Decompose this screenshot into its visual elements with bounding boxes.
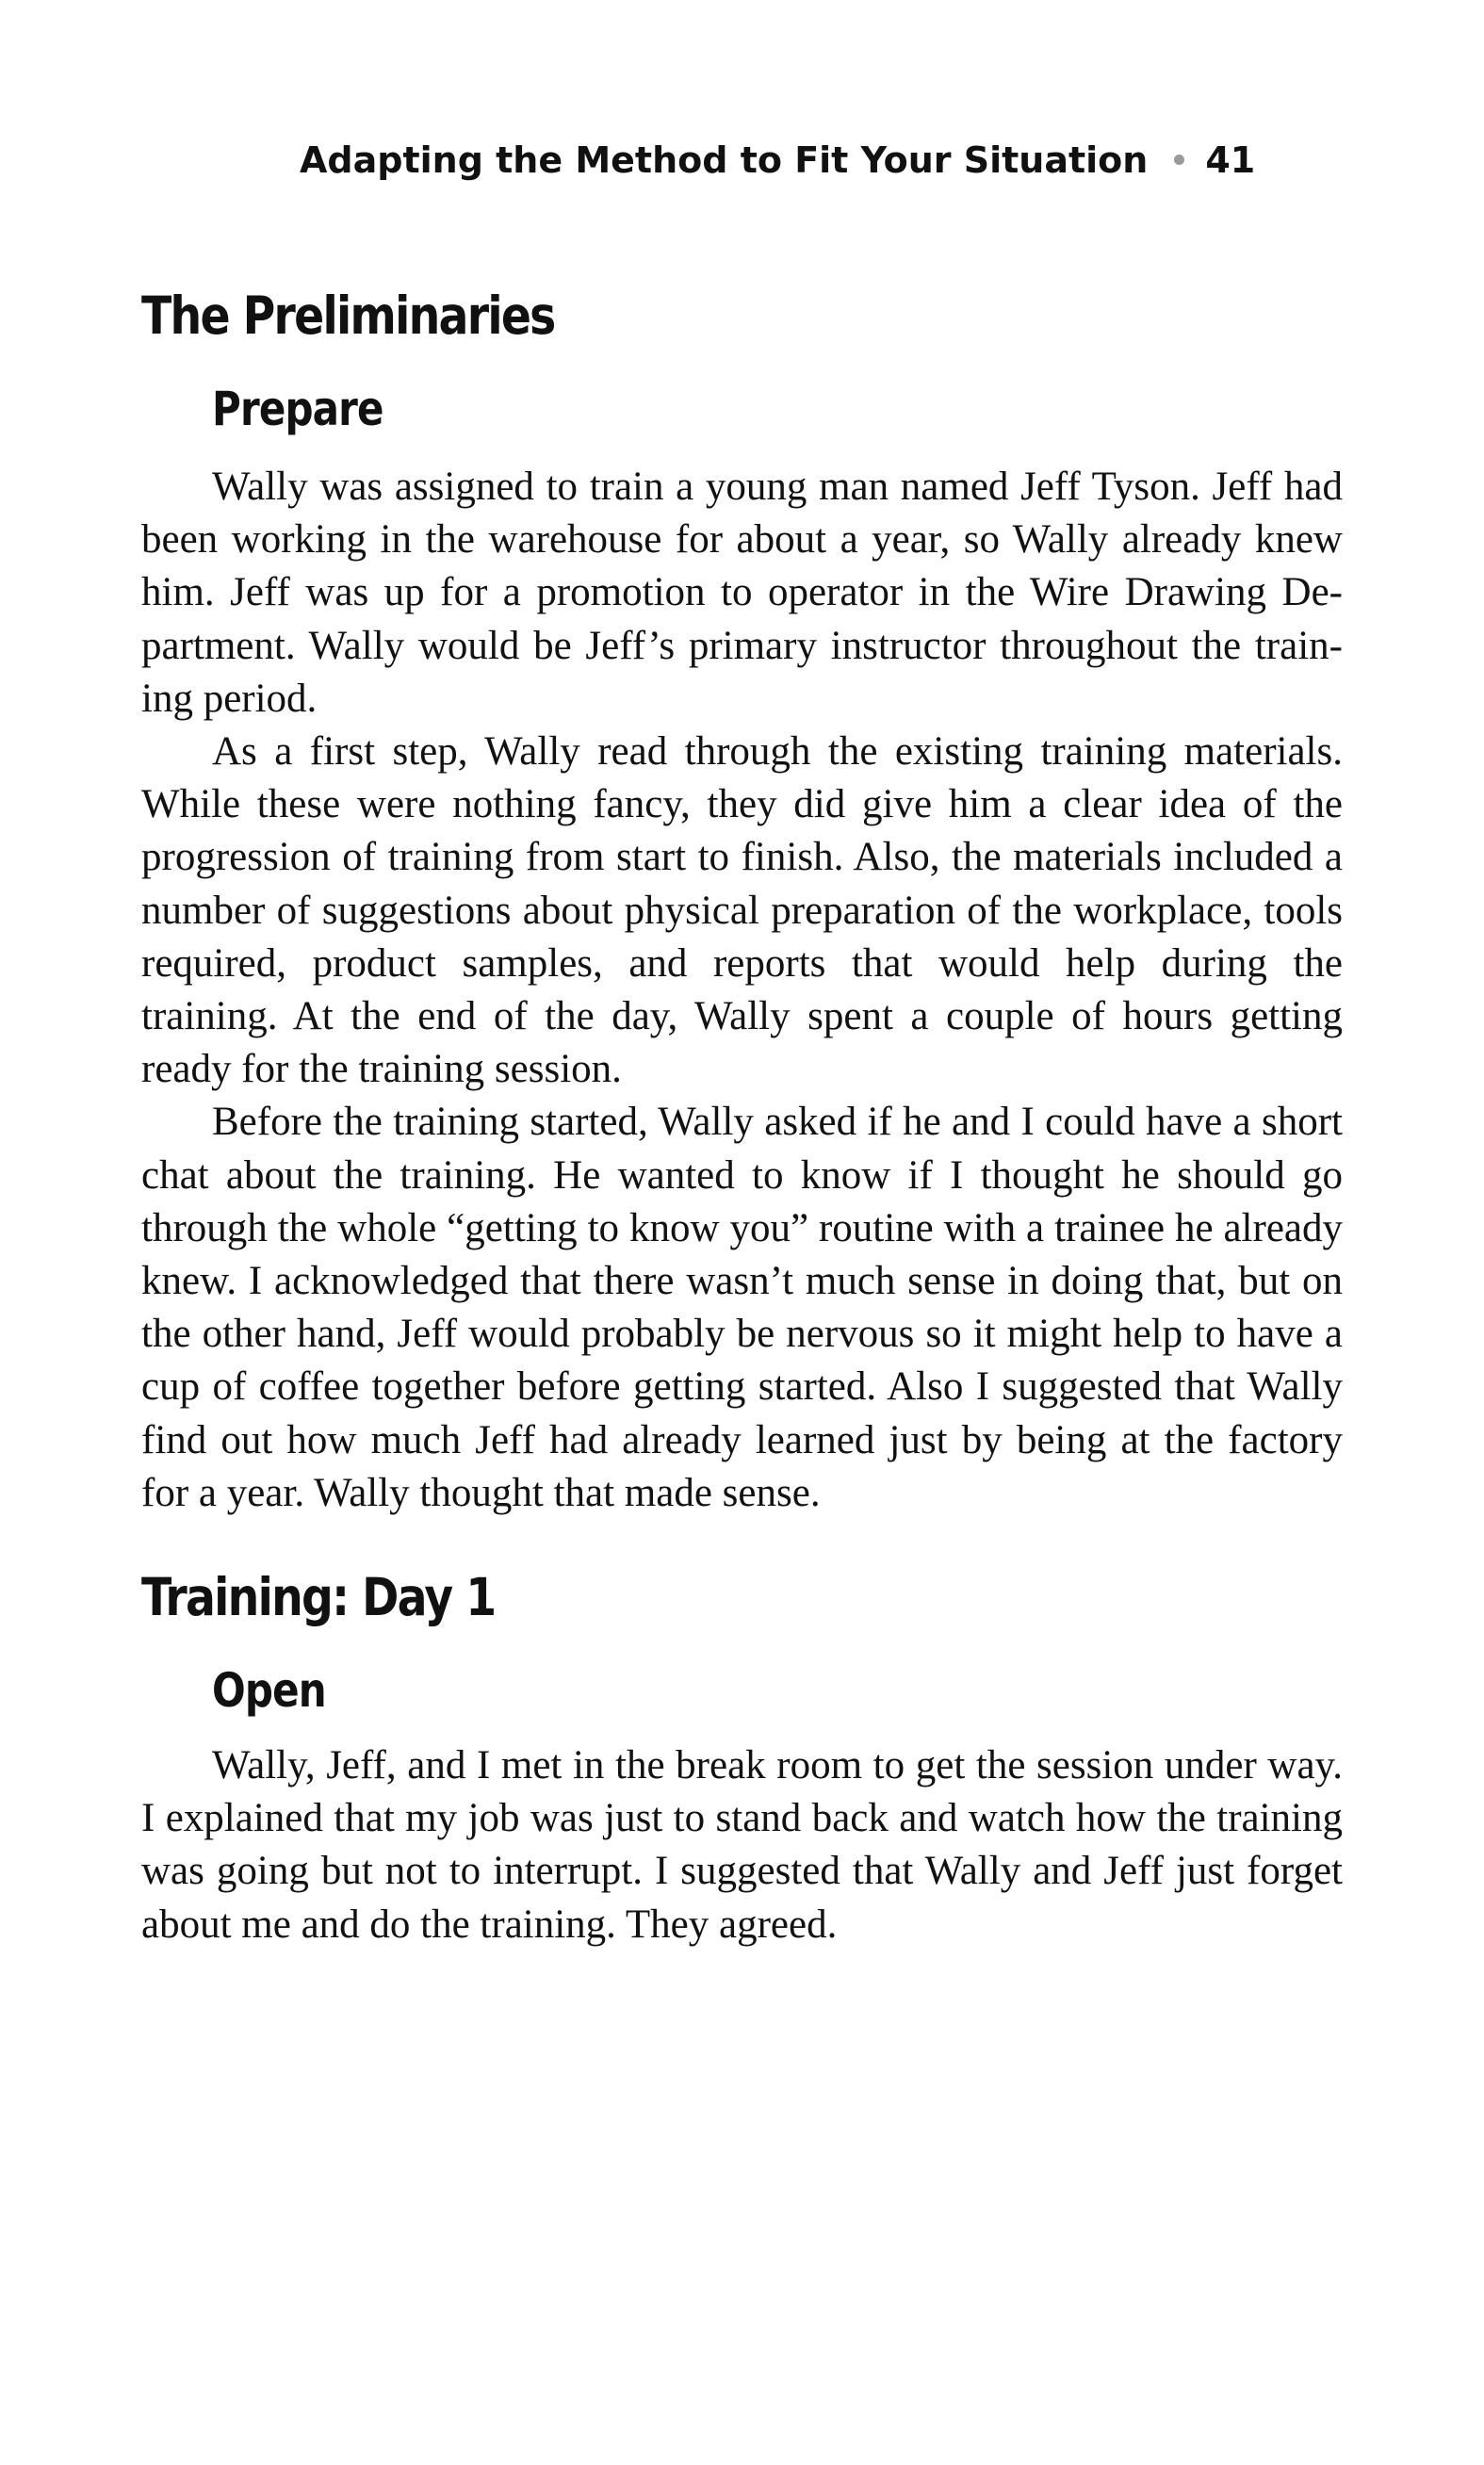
- section-body-training-day-1: [141, 1739, 1343, 1951]
- running-head-title: Adapting the Method to Fit Your Situation: [300, 139, 1149, 181]
- page-number: 41: [1205, 139, 1256, 181]
- paragraph: Wally was assigned to train a young man named Jeff Tyson. Jeff had been working in the warehouse for about a year, so Wally already knew him. Jeff was up for a promotion to operator in the Wire Drawing Department. Wally would be Jeff’s primary instructor throughout the training period.: [141, 465, 1343, 721]
- paragraph: Wally, Jeff, and I met in the break room to get the session under way. I explained that my job was just to stand back and watch how the training was going but not to interrupt. I suggested that Wally and Jeff just forget about me and do the training. They agreed.: [141, 1743, 1343, 1947]
- paragraph: As a first step, Wally read through the existing training materials. While these were nothing fancy, they did give him a clear idea of the progression of training from start to finish. Also, the materials included a number of suggestions about physical preparation of the workplace, tools required, product samples, and reports that would help during the training. At the end of the day, Wally spent a couple of hours getting ready for the training session.: [141, 729, 1343, 1092]
- section-body-preliminaries: [141, 461, 1343, 1520]
- paragraph: Before the training started, Wally asked if he and I could have a short chat about the training. He wanted to know if I thought he should go through the whole “getting to know you” routine with a trainee he already knew. I acknowledged that there wasn’t much sense in doing that, but on the other hand, Jeff would probably be nervous so it might help to have a cup of coffee together before getting started. Also I suggested that Wally find out how much Jeff had already learned just by being at the factory for a year. Wally thought that made sense.: [141, 1100, 1343, 1515]
- section-heading-training-day-1: Training: Day 1: [141, 1567, 496, 1627]
- subheading-open: Open: [212, 1663, 326, 1718]
- running-head: [300, 132, 1256, 188]
- subheading-prepare: Prepare: [212, 382, 383, 436]
- bullet-separator-icon: [1174, 155, 1184, 165]
- section-heading-preliminaries: The Preliminaries: [141, 286, 555, 346]
